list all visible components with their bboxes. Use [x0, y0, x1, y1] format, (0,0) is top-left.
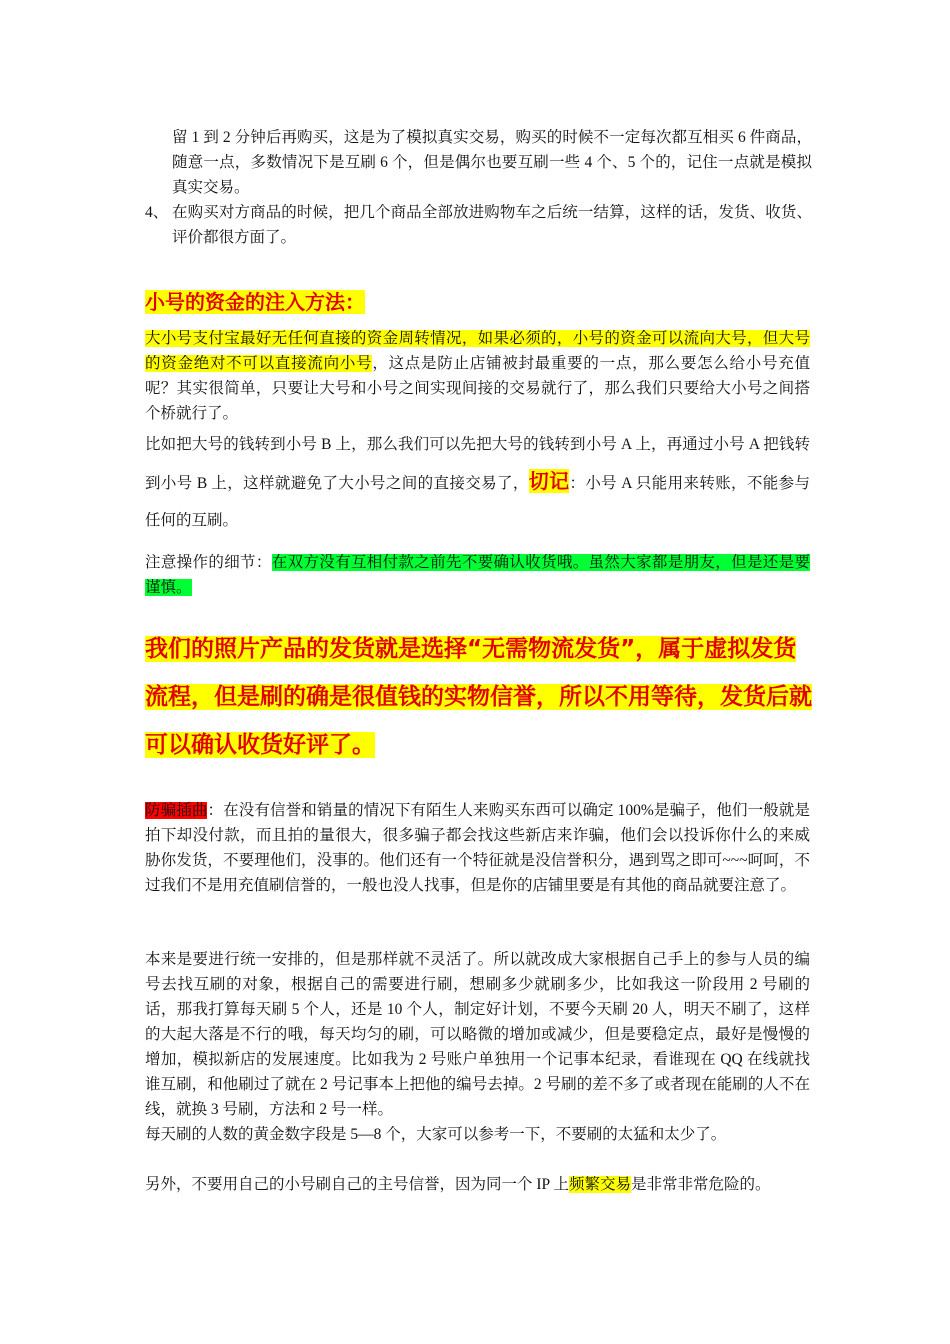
paragraph-text: ：在没有信誉和销量的情况下有陌生人来购买东西可以确定 100%是骗子，他们一般就是拍下却没付款，而且拍的量很大，很多骗子都会找这些新店来诈骗，他们会以投诉你什么的来威胁你发货，不要理他们，没事的。他们还有一个特征就是没信誉积分，遇到骂之即可~~~呵呵，不过我们不是用充值刷信誉的，一般也没人找事，但是你的店铺里要是有其他的商品就要注意了。: [145, 802, 810, 894]
highlight-green: 在双方没有互相付款之前先不要确认收货哦。虽然大家都是朋友，但是还是要谨慎。: [145, 554, 810, 596]
paragraph-golden-number: 每天刷的人数的黄金数字段是 5—8 个，大家可以参考一下，不要刷的太猛和太少了。: [145, 1126, 727, 1143]
big-notice-text: 我们的照片产品的发货就是选择“无需物流发货”，属于虚拟发货流程，但是刷的确是很值钱的实物信誉，所以不用等待，发货后就可以确认收货好评了。: [145, 636, 812, 758]
highlight-yellow: 大小号支付宝最好无任何直接的资金周转情况，如果必须的，小号的资金可以流向大号，但大号的资金绝对不可以直接流向小号: [145, 330, 810, 372]
paragraph-text: ，这点是防止店铺被封最重要的一点，那么要怎么给小号充值呢？其实很简单，只要让大号和小号之间实现间接的交易就行了，那么我们只要给大小号之间搭个桥就行了。: [145, 355, 810, 422]
paragraph-plan: 本来是要进行统一安排的，但是那样就不灵活了。所以就改成大家根据自己手上的参与人员的编号去找互刷的对象，根据自己的需要进行刷，想刷多少就刷多少，比如我这一阶段用 2 号刷的话，那我打算每天刷 5 个人，还是 10 个人，制定好计划，不要今天刷 20 人，明天不刷了，这样的大起大落是不行的哦，每天均匀的刷，可以略微的增加或减少，但是要稳定点，最好是慢慢的增加，模拟新店的发展速度。比如我为 2 号账户单独用一个记事本纪录，看谁现在 QQ 在线就找谁互刷，和他刷过了就在 2 号记事本上把他的编号去掉。2 号刷的差不多了或者现在能刷的人不在线，就换 3 号刷，方法和 2 号一样。: [145, 951, 810, 1118]
paragraph-notice: [145, 550, 810, 600]
section-heading: [145, 288, 365, 316]
paragraph-text: 另外，不要用自己的小号刷自己的主号信誉，因为同一个 IP 上: [145, 1176, 569, 1193]
big-notice: [145, 625, 815, 769]
paragraph-text: 是非常非常危险的。: [630, 1176, 771, 1193]
highlight-yellow: 频繁交易: [568, 1176, 631, 1193]
paragraph-example: [145, 426, 810, 539]
list-item-4: 在购买对方商品的时候，把几个商品全部放进购物车之后统一结算，这样的话，发货、收货、评价都很方面了。: [172, 204, 812, 246]
paragraph-warning: [145, 1172, 810, 1197]
paragraph-scam: [145, 798, 810, 898]
highlight-red: 防骗插曲: [145, 802, 208, 819]
list-number-4: 4、: [145, 204, 169, 221]
paragraph-text: 比如把大号的钱转到小号 B 上，那么我们可以先把大号的钱转到小号 A 上，再通过小号 A 把钱转到小号 B 上，这样就避免了大小号之间的直接交易了，: [145, 436, 810, 492]
heading-text: 小号的资金的注入方法：: [145, 290, 365, 314]
notice-label: 注意操作的细节：: [145, 554, 272, 571]
paragraph-funds: [145, 326, 810, 426]
keyword-remember: 切记: [528, 469, 570, 493]
paragraph-text: ：小号 A 只能用来转账，不能参与任何的互刷。: [145, 475, 811, 529]
paragraph-continued: 留 1 到 2 分钟后再购买，这是为了模拟真实交易，购买的时候不一定每次都互相买 6 件商品，随意一点，多数情况下是互刷 6 个，但是偶尔也要互刷一些 4 个、5 个的，记住一点就是模拟真实交易。: [172, 129, 812, 196]
